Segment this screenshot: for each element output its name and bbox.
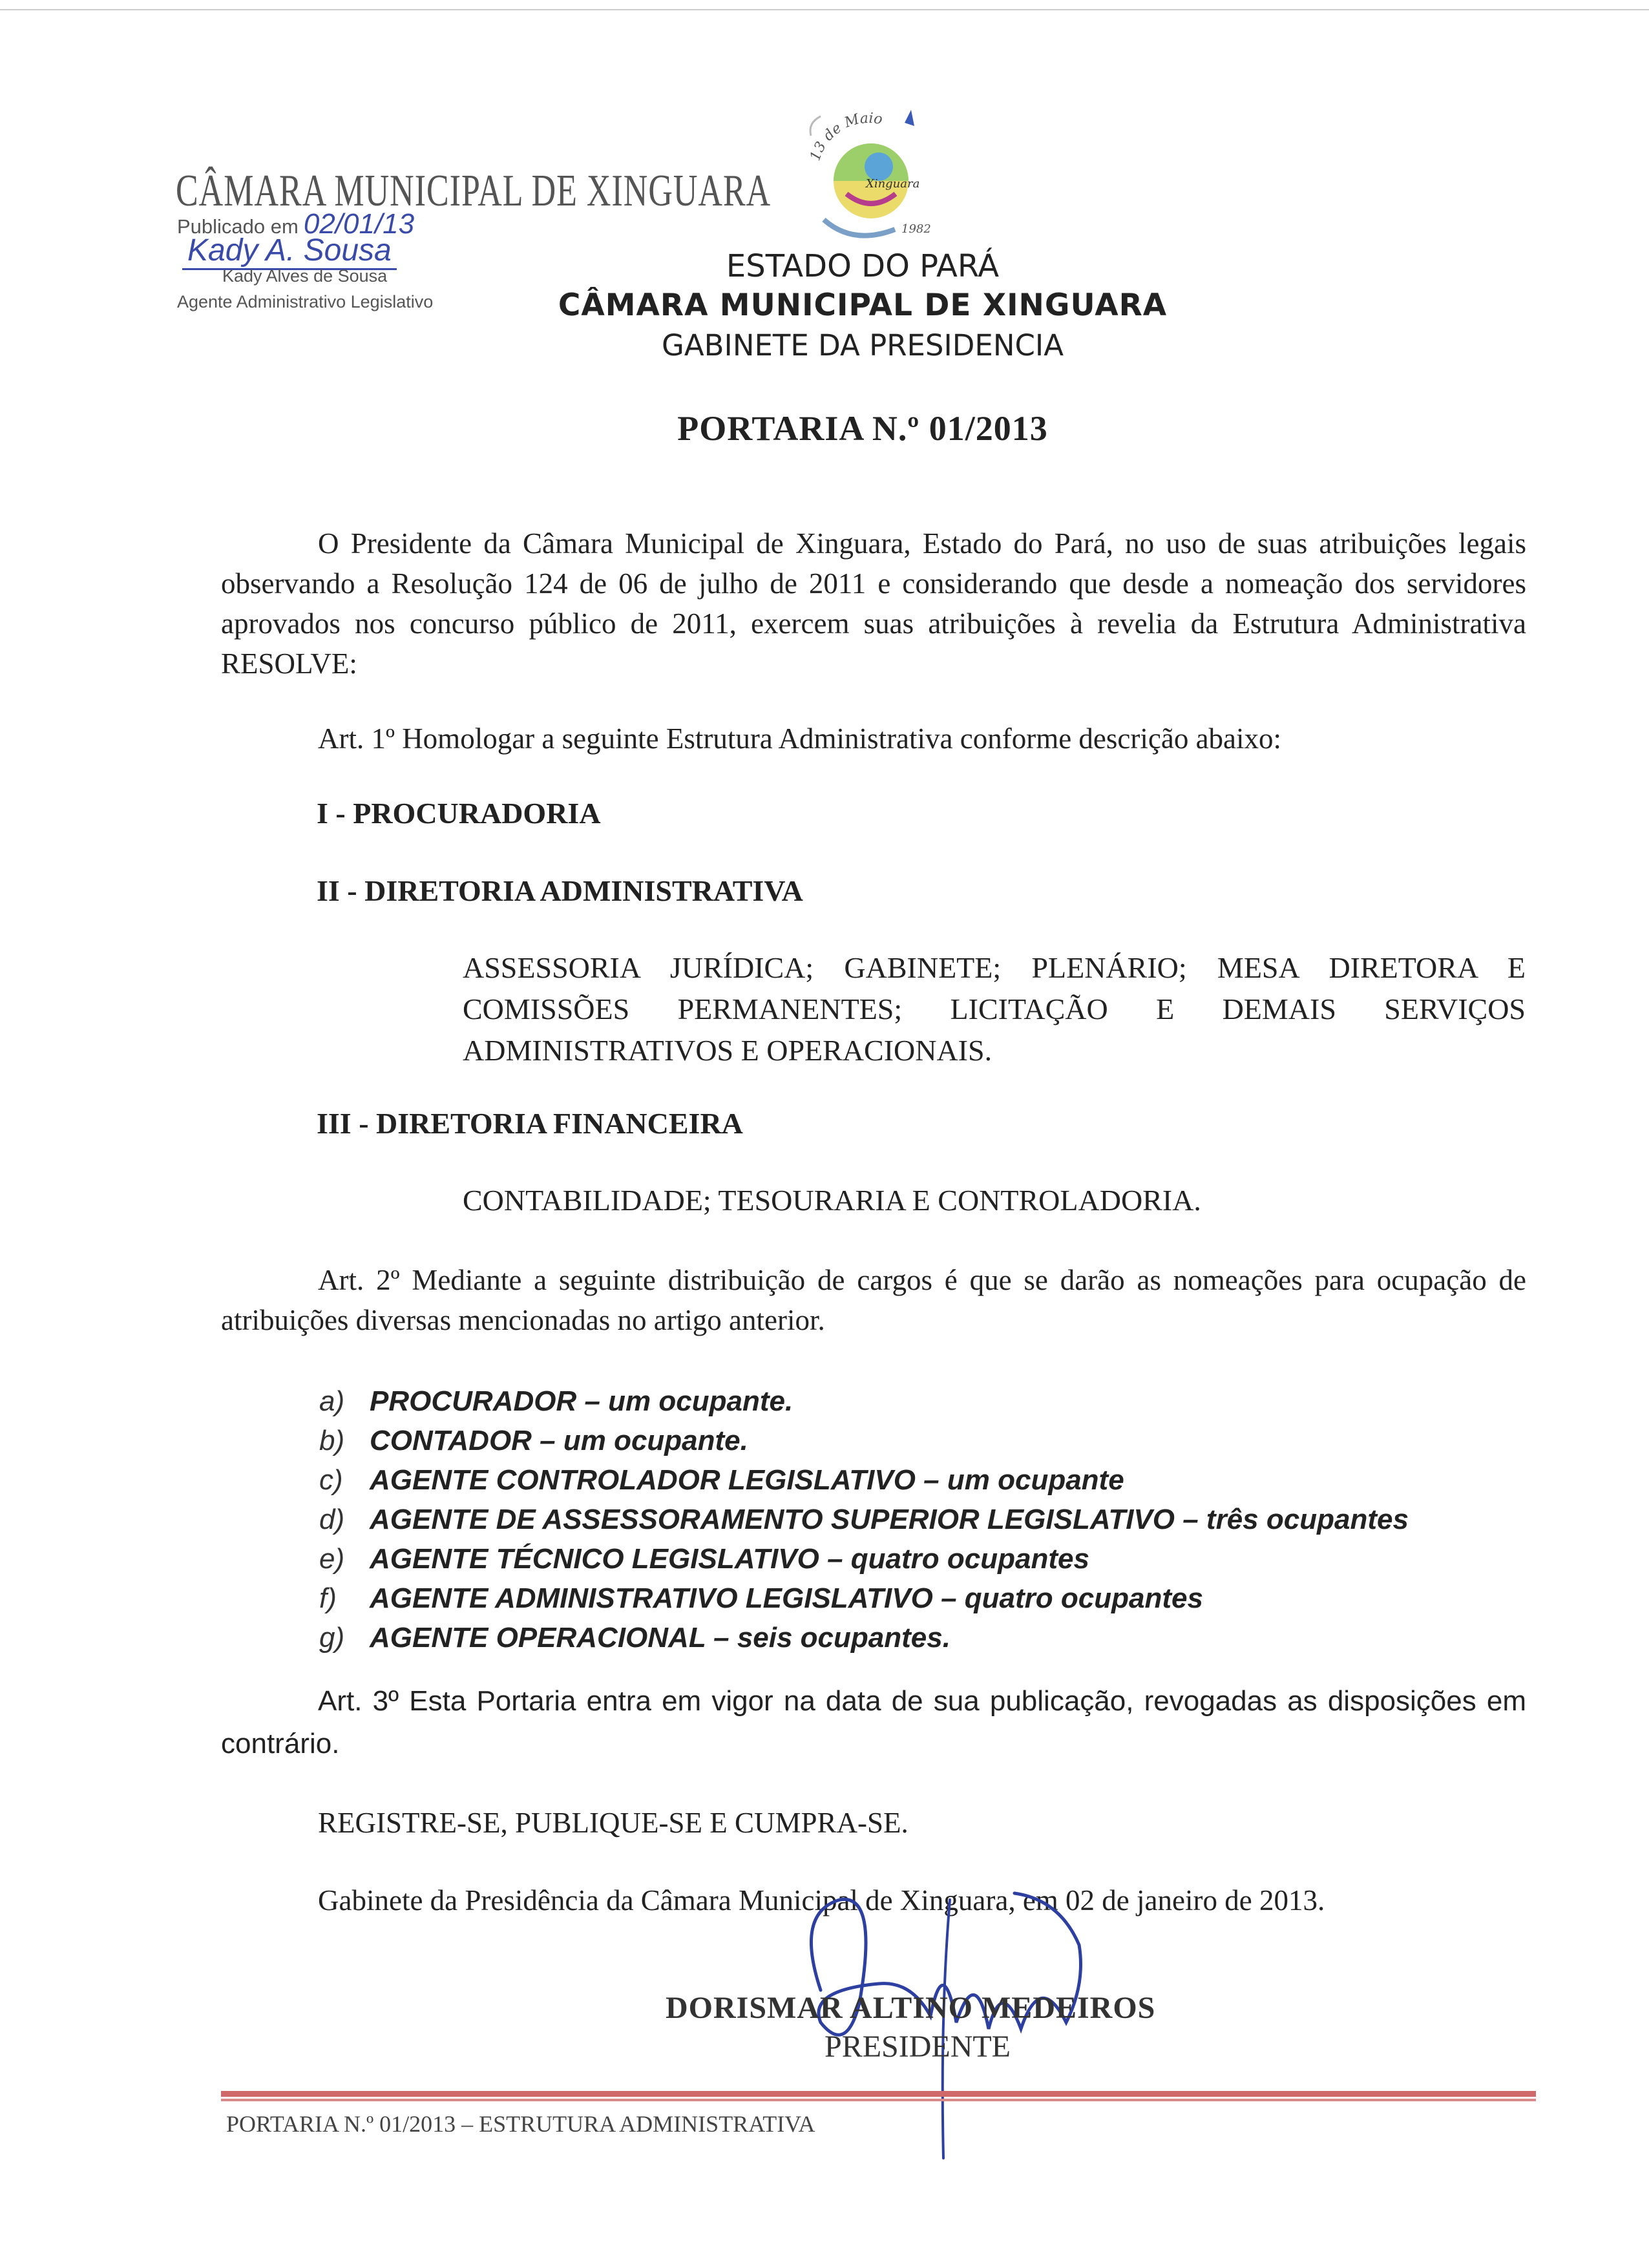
place-date-text: Gabinete da Presidência da Câmara Municipal de Xinguara, em 02 de janeiro de 2013. xyxy=(318,1884,1325,1916)
list-item xyxy=(319,1579,1409,1618)
scan-edge-line xyxy=(0,9,1649,10)
stamp-name: Kady Alves de Sousa xyxy=(222,266,388,286)
section-detail: ASSESSORIA JURÍDICA; GABINETE; PLENÁRIO; MESA DIRETORA E COMISSÕES PERMANENTES; LICITAÇÃO E DEMAIS SERVIÇOS ADMINISTRATIVOS E OPERACIONAIS. xyxy=(463,951,1526,1067)
stamp-role: Agente Administrativo Legislativo xyxy=(177,292,434,311)
municipal-emblem-logo xyxy=(782,97,956,252)
article-2 xyxy=(221,1260,1526,1340)
signer-role: PRESIDENTE xyxy=(824,2030,1011,2064)
footer-rule-thin xyxy=(221,2099,1536,2101)
list-item-letter: c) xyxy=(319,1464,343,1496)
list-item-text: AGENTE OPERACIONAL – seis ocupantes. xyxy=(370,1622,951,1654)
list-item-letter: a) xyxy=(319,1385,345,1417)
document-title: PORTARIA N.º 01/2013 xyxy=(677,409,1048,448)
section-heading: I - PROCURADORIA xyxy=(317,797,601,830)
article-1 xyxy=(221,719,1526,759)
article-2-text: Art. 2º Mediante a seguinte distribuição de cargos é que se darão as nomeações para ocupação de atribuições diversas mencionadas no artigo anterior. xyxy=(221,1264,1526,1336)
list-item-text: AGENTE TÉCNICO LEGISLATIVO – quatro ocupantes xyxy=(370,1543,1089,1575)
list-item-letter: e) xyxy=(319,1543,345,1575)
list-item-letter: b) xyxy=(319,1425,345,1456)
preamble-text: O Presidente da Câmara Municipal de Xinguara, Estado do Pará, no uso de suas atribuições legais observando a Resolução 124 de 06 de julho de 2011 e considerando que desde a nomeação dos servidores aprovados nos concurso público de 2011, exercem suas atribuições à revelia da Estrutura Administrativa RESOLVE: xyxy=(221,527,1526,680)
signer-name: DORISMAR ALTINO MEDEIROS xyxy=(666,1991,1156,2025)
article-3-text: Art. 3º Esta Portaria entra em vigor na data de sua publicação, revogadas as disposições em contrário. xyxy=(221,1685,1526,1759)
list-item-letter: d) xyxy=(319,1504,345,1535)
footer-text: PORTARIA N.º 01/2013 – ESTRUTURA ADMINISTRATIVA xyxy=(226,2111,815,2137)
list-item-text: CONTADOR – um ocupante. xyxy=(370,1425,748,1456)
stamp-title: CÂMARA MUNICIPAL DE XINGUARA xyxy=(176,166,772,216)
list-item-letter: g) xyxy=(319,1622,345,1654)
emblem-center-text: Xinguara xyxy=(866,177,920,191)
preamble-paragraph xyxy=(221,523,1526,684)
list-item-text: AGENTE CONTROLADOR LEGISLATIVO – um ocupante xyxy=(370,1464,1124,1496)
section-detail: CONTABILIDADE; TESOURARIA E CONTROLADORIA. xyxy=(463,1184,1201,1217)
emblem-year: 1982 xyxy=(901,222,931,236)
list-item xyxy=(319,1460,1409,1500)
list-item xyxy=(319,1421,1409,1460)
article-3 xyxy=(221,1680,1526,1765)
list-item-text: AGENTE DE ASSESSORAMENTO SUPERIOR LEGISLATIVO – três ocupantes xyxy=(370,1504,1409,1535)
section-heading: III - DIRETORIA FINANCEIRA xyxy=(317,1107,743,1140)
closing-text: REGISTRE-SE, PUBLIQUE-SE E CUMPRA-SE. xyxy=(318,1807,909,1839)
list-item-letter: f) xyxy=(319,1582,337,1614)
list-item xyxy=(319,1618,1409,1657)
article-1-text: Art. 1º Homologar a seguinte Estrutura Administrativa conforme descrição abaixo: xyxy=(318,722,1282,755)
list-item-text: PROCURADOR – um ocupante. xyxy=(370,1385,793,1417)
stamp-handwritten-name: Kady A. Sousa xyxy=(182,233,397,270)
header-office: GABINETE DA PRESIDENCIA xyxy=(662,328,1064,362)
header-state: ESTADO DO PARÁ xyxy=(726,248,1000,284)
list-item xyxy=(319,1500,1409,1539)
list-item xyxy=(319,1539,1409,1579)
closing-paragraph xyxy=(221,1803,1526,1843)
stamp-published-label: Publicado em xyxy=(177,215,299,238)
section-heading: II - DIRETORIA ADMINISTRATIVA xyxy=(317,874,803,907)
stamp-published-date: 02/01/13 xyxy=(303,208,415,240)
list-item xyxy=(319,1381,1409,1421)
list-item-text: AGENTE ADMINISTRATIVO LEGISLATIVO – quatro ocupantes xyxy=(370,1582,1203,1614)
footer-rule xyxy=(221,2091,1536,2097)
positions-list xyxy=(319,1381,1409,1657)
emblem-top-text: 13 de Maio xyxy=(807,110,884,163)
header-chamber: CÂMARA MUNICIPAL DE XINGUARA xyxy=(558,288,1168,323)
